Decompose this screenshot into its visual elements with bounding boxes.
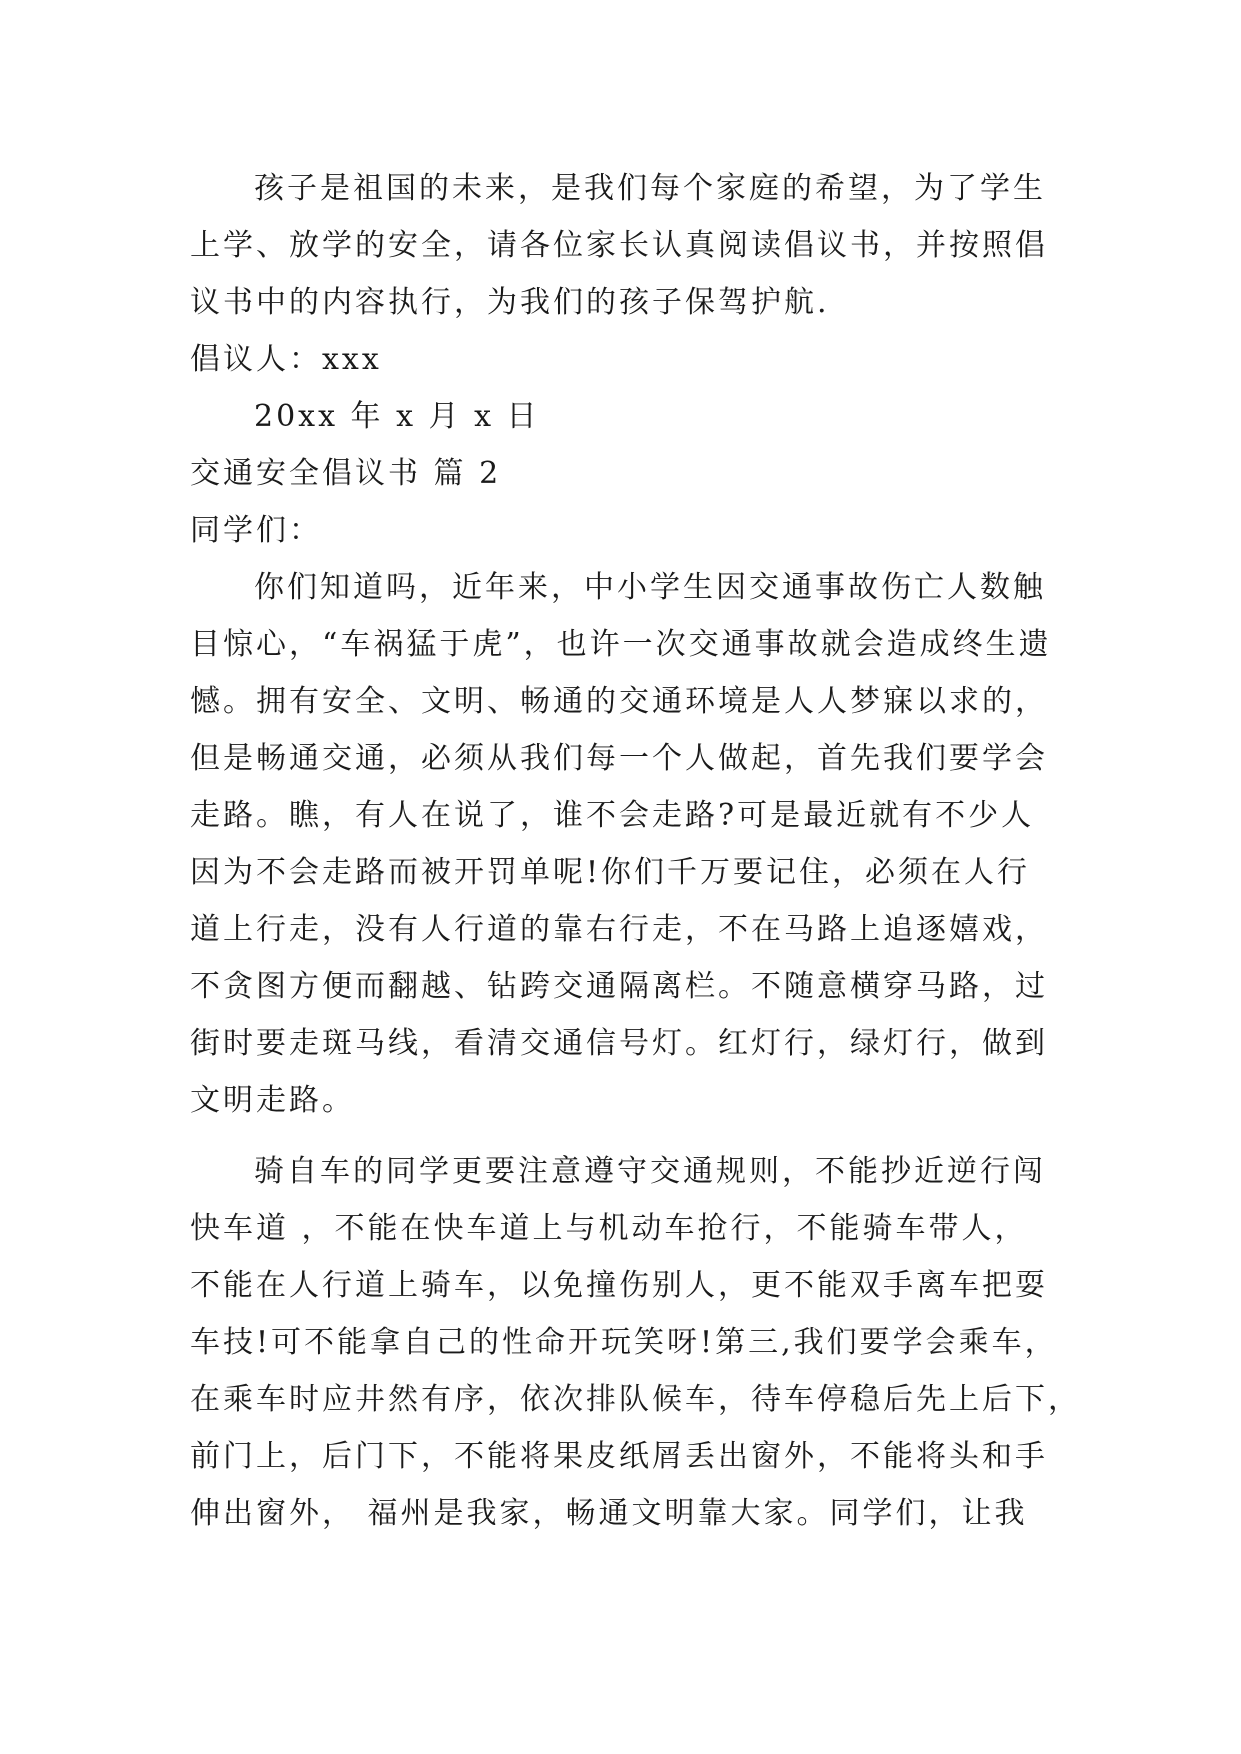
paragraph-2-line-8: 不贪图方便而翻越、钻跨交通隔离栏。不随意横穿马路，过 — [190, 969, 1048, 1004]
paragraph-3-line-5: 在乘车时应井然有序，依次排队候车，待车停稳后先上后下， — [190, 1382, 1081, 1417]
salutation: 同学们： — [190, 513, 322, 548]
section-title: 交通安全倡议书 篇 2 — [190, 456, 502, 491]
paragraph-2-line-3: 憾。拥有安全、文明、畅通的交通环境是人人梦寐以求的， — [190, 684, 1048, 719]
paragraph-2-line-7: 道上行走，没有人行道的靠右行走，不在马路上追逐嬉戏， — [190, 912, 1048, 947]
paragraph-1-line-2: 上学、放学的安全，请各位家长认真阅读倡议书，并按照倡 — [190, 228, 1048, 263]
document-body — [190, 160, 1081, 1542]
initiator-line: 倡议人：xxx — [190, 342, 382, 377]
paragraph-3-line-2: 快车道 ，不能在快车道上与机动车抢行，不能骑车带人， — [190, 1211, 1028, 1246]
paragraph-2-line-6: 因为不会走路而被开罚单呢!你们千万要记住，必须在人行 — [190, 855, 1031, 890]
paragraph-2-line-2: 目惊心，“车祸猛于虎”，也许一次交通事故就会造成终生遗 — [190, 627, 1052, 662]
paragraph-3-line-1: 骑自车的同学更要注意遵守交通规则，不能抄近逆行闯 — [254, 1154, 1046, 1189]
date-line: 20xx 年 x 月 x 日 — [254, 399, 540, 434]
paragraph-3-line-7: 伸出窗外， 福州是我家，畅通文明靠大家。同学们，让我 — [190, 1496, 1028, 1531]
paragraph-2-line-10: 文明走路。 — [190, 1083, 355, 1118]
paragraph-2-line-4: 但是畅通交通，必须从我们每一个人做起，首先我们要学会 — [190, 741, 1048, 776]
paragraph-2-line-5: 走路。瞧，有人在说了，谁不会走路?可是最近就有不少人 — [190, 798, 1035, 833]
paragraph-3-line-3: 不能在人行道上骑车，以免撞伤别人，更不能双手离车把耍 — [190, 1268, 1048, 1303]
paragraph-2-line-9: 街时要走斑马线，看清交通信号灯。红灯行，绿灯行，做到 — [190, 1026, 1048, 1061]
paragraph-3-line-4: 车技!可不能拿自己的性命开玩笑呀!第三,我们要学会乘车， — [190, 1325, 1058, 1360]
paragraph-1-line-1: 孩子是祖国的未来，是我们每个家庭的希望，为了学生 — [254, 171, 1046, 206]
paragraph-1-line-3: 议书中的内容执行，为我们的孩子保驾护航. — [190, 285, 830, 320]
paragraph-3-line-6: 前门上，后门下，不能将果皮纸屑丢出窗外，不能将头和手 — [190, 1439, 1048, 1474]
paragraph-2-line-1: 你们知道吗，近年来，中小学生因交通事故伤亡人数触 — [254, 570, 1046, 605]
